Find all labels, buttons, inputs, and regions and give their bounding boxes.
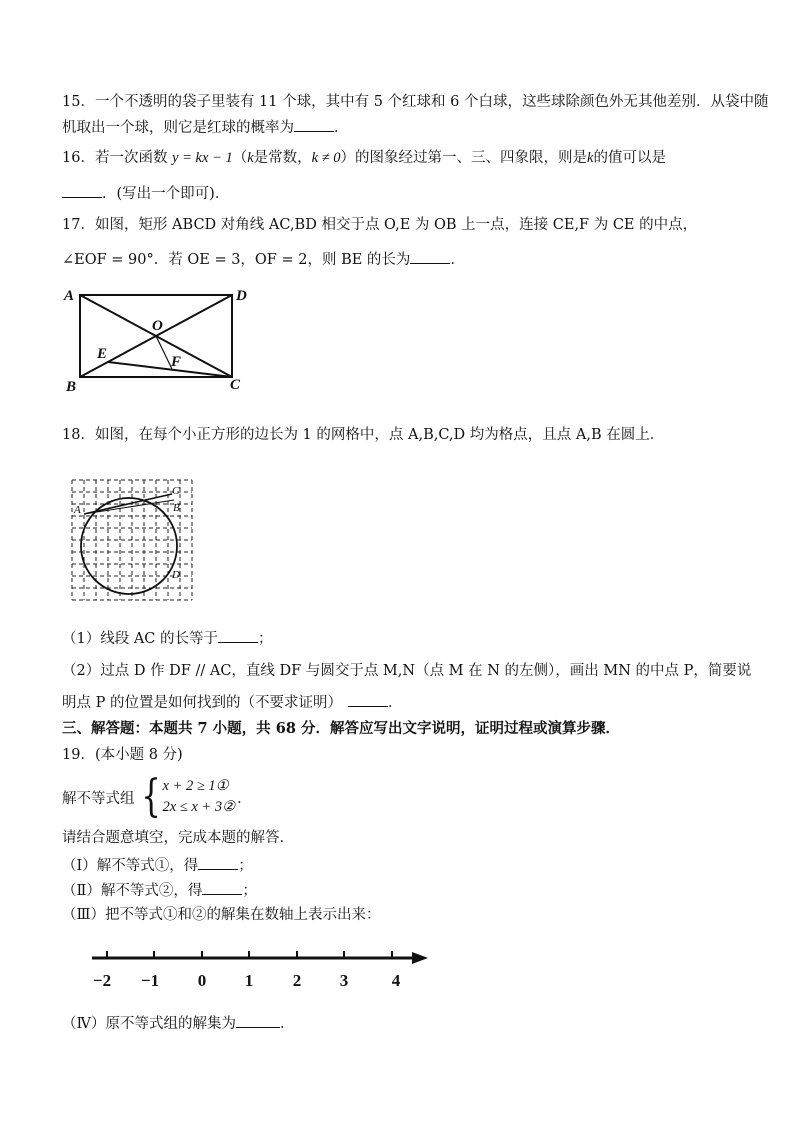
q18-part1-blank[interactable] <box>218 628 258 643</box>
axis-label-0: 0 <box>197 971 207 990</box>
label-a: A <box>64 288 75 304</box>
q19-inequality-1: x + 2 ≥ 1① <box>162 778 229 794</box>
q17-line1: 17．如图，矩形 ABCD 对角线 AC,BD 相交于点 O,E 为 OB 上一点，连接 CE,F 为 CE 的中点， <box>62 217 698 233</box>
q19-step4 <box>62 1013 295 1034</box>
q18-part2-text: 明点 P 的位置是如何找到的（不要求证明） <box>62 695 342 711</box>
q16-text-f: ．(写出一个即可)． <box>102 186 230 202</box>
axis-label-3: 3 <box>339 971 349 990</box>
q18-part2-line1: （2）过点 D 作 DF // AC，直线 DF 与圆交于点 M,N（点 M 在 N 的左侧），画出 MN 的中点 P，简要说 <box>62 663 752 679</box>
q19-step2-blank[interactable] <box>202 880 242 895</box>
q16-function: y = kx − 1 <box>172 150 233 166</box>
label-b: B <box>66 379 77 393</box>
number-line <box>84 940 434 992</box>
q18-grid-figure <box>66 474 200 606</box>
q18-part2-blank[interactable] <box>348 692 388 707</box>
brace-symbol: { <box>140 771 161 822</box>
q18-part2-end: ． <box>387 695 403 711</box>
q16-text-c: 是常数， <box>253 150 312 166</box>
axis-arrow <box>412 952 428 964</box>
q17-answer-blank[interactable] <box>410 249 450 264</box>
axis-label-1: 1 <box>244 971 254 990</box>
q16-text-b: （ <box>232 150 248 166</box>
q18-intro: 18．如图，在每个小正方形的边长为 1 的网格中，点 A,B,C,D 均为格点，且点 A,B 在圆上． <box>62 427 665 443</box>
q16-answer-blank[interactable] <box>62 183 102 198</box>
q15-period: ． <box>334 120 349 136</box>
label-c: C <box>230 377 241 393</box>
q16-line1 <box>62 148 666 168</box>
q16-k2: k <box>587 150 594 166</box>
q16-text-d: ）的图象经过第一、三、四象限，则是 <box>340 150 588 166</box>
axis-label-2: 2 <box>292 971 302 990</box>
q15-answer-blank[interactable] <box>294 117 334 132</box>
q17-text: ∠EOF = 90°．若 OE = 3，OF = 2，则 BE 的长为 <box>62 252 411 268</box>
label-e: E <box>97 346 108 362</box>
label-f: F <box>171 354 182 370</box>
segment-ab <box>84 500 174 514</box>
q19-step1-blank[interactable] <box>198 855 238 870</box>
q16-condition: k ≠ 0 <box>311 150 341 166</box>
label-d: D <box>172 569 180 581</box>
q19-inequality-system <box>62 771 252 822</box>
q15-text: 机取出一个球，则它是红球的概率为 <box>62 120 294 136</box>
q19-prefix: 解不等式组 <box>62 790 135 807</box>
q15-line2 <box>62 117 349 138</box>
label-d: D <box>236 288 247 304</box>
q19-step3: （Ⅲ）把不等式①和②的解集在数轴上表示出来： <box>62 907 381 923</box>
q19-inequality-2: 2x ≤ x + 3② <box>162 799 236 815</box>
q15-line1: 15．一个不透明的袋子里装有 11 个球，其中有 5 个红球和 6 个白球，这些球除颜色外无其他差别．从袋中随 <box>62 94 769 110</box>
q19-step4-blank[interactable] <box>236 1013 280 1028</box>
axis-label-neg2: −2 <box>92 971 112 990</box>
q17-period: ． <box>450 252 465 268</box>
q19-step1-text: （Ⅰ）解不等式①，得 <box>62 858 199 874</box>
axis-label-neg1: −1 <box>140 971 160 990</box>
q16-text-e: 的值可以是 <box>593 150 666 166</box>
q18-part1-end: ； <box>258 631 273 647</box>
q19-step4-text: （Ⅳ）原不等式组的解集为 <box>62 1016 236 1032</box>
label-c: C <box>172 485 180 497</box>
q17-line2 <box>62 249 465 270</box>
q18-part1-text: （1）线段 AC 的长等于 <box>62 631 219 647</box>
q19-step2-end: ； <box>242 883 257 899</box>
label-a: A <box>74 504 81 516</box>
q19-header: 19．(本小题 8 分) <box>62 747 183 763</box>
q19-instruction: 请结合题意填空，完成本题的解答． <box>62 830 294 846</box>
q16-line2 <box>62 183 229 204</box>
section3-heading: 三、解答题：本题共 7 小题，共 68 分．解答应写出文字说明，证明过程或演算步骤． <box>62 720 620 737</box>
q18-part1 <box>62 628 273 649</box>
q19-step1-end: ； <box>238 858 253 874</box>
q17-rectangle-figure <box>60 283 255 393</box>
q19-step2 <box>62 880 257 901</box>
label-b: B <box>173 502 180 514</box>
label-o: O <box>152 318 163 334</box>
q19-step4-end: ． <box>280 1016 295 1032</box>
q18-part2-line2 <box>62 692 402 713</box>
q16-text-a: 16．若一次函数 <box>62 150 168 166</box>
axis-label-4: 4 <box>391 971 401 990</box>
q19-suffix: ． <box>237 790 252 807</box>
q16-k1: k <box>247 150 254 166</box>
q19-step1 <box>62 855 253 876</box>
q19-step2-text: （Ⅱ）解不等式②，得 <box>62 883 203 899</box>
